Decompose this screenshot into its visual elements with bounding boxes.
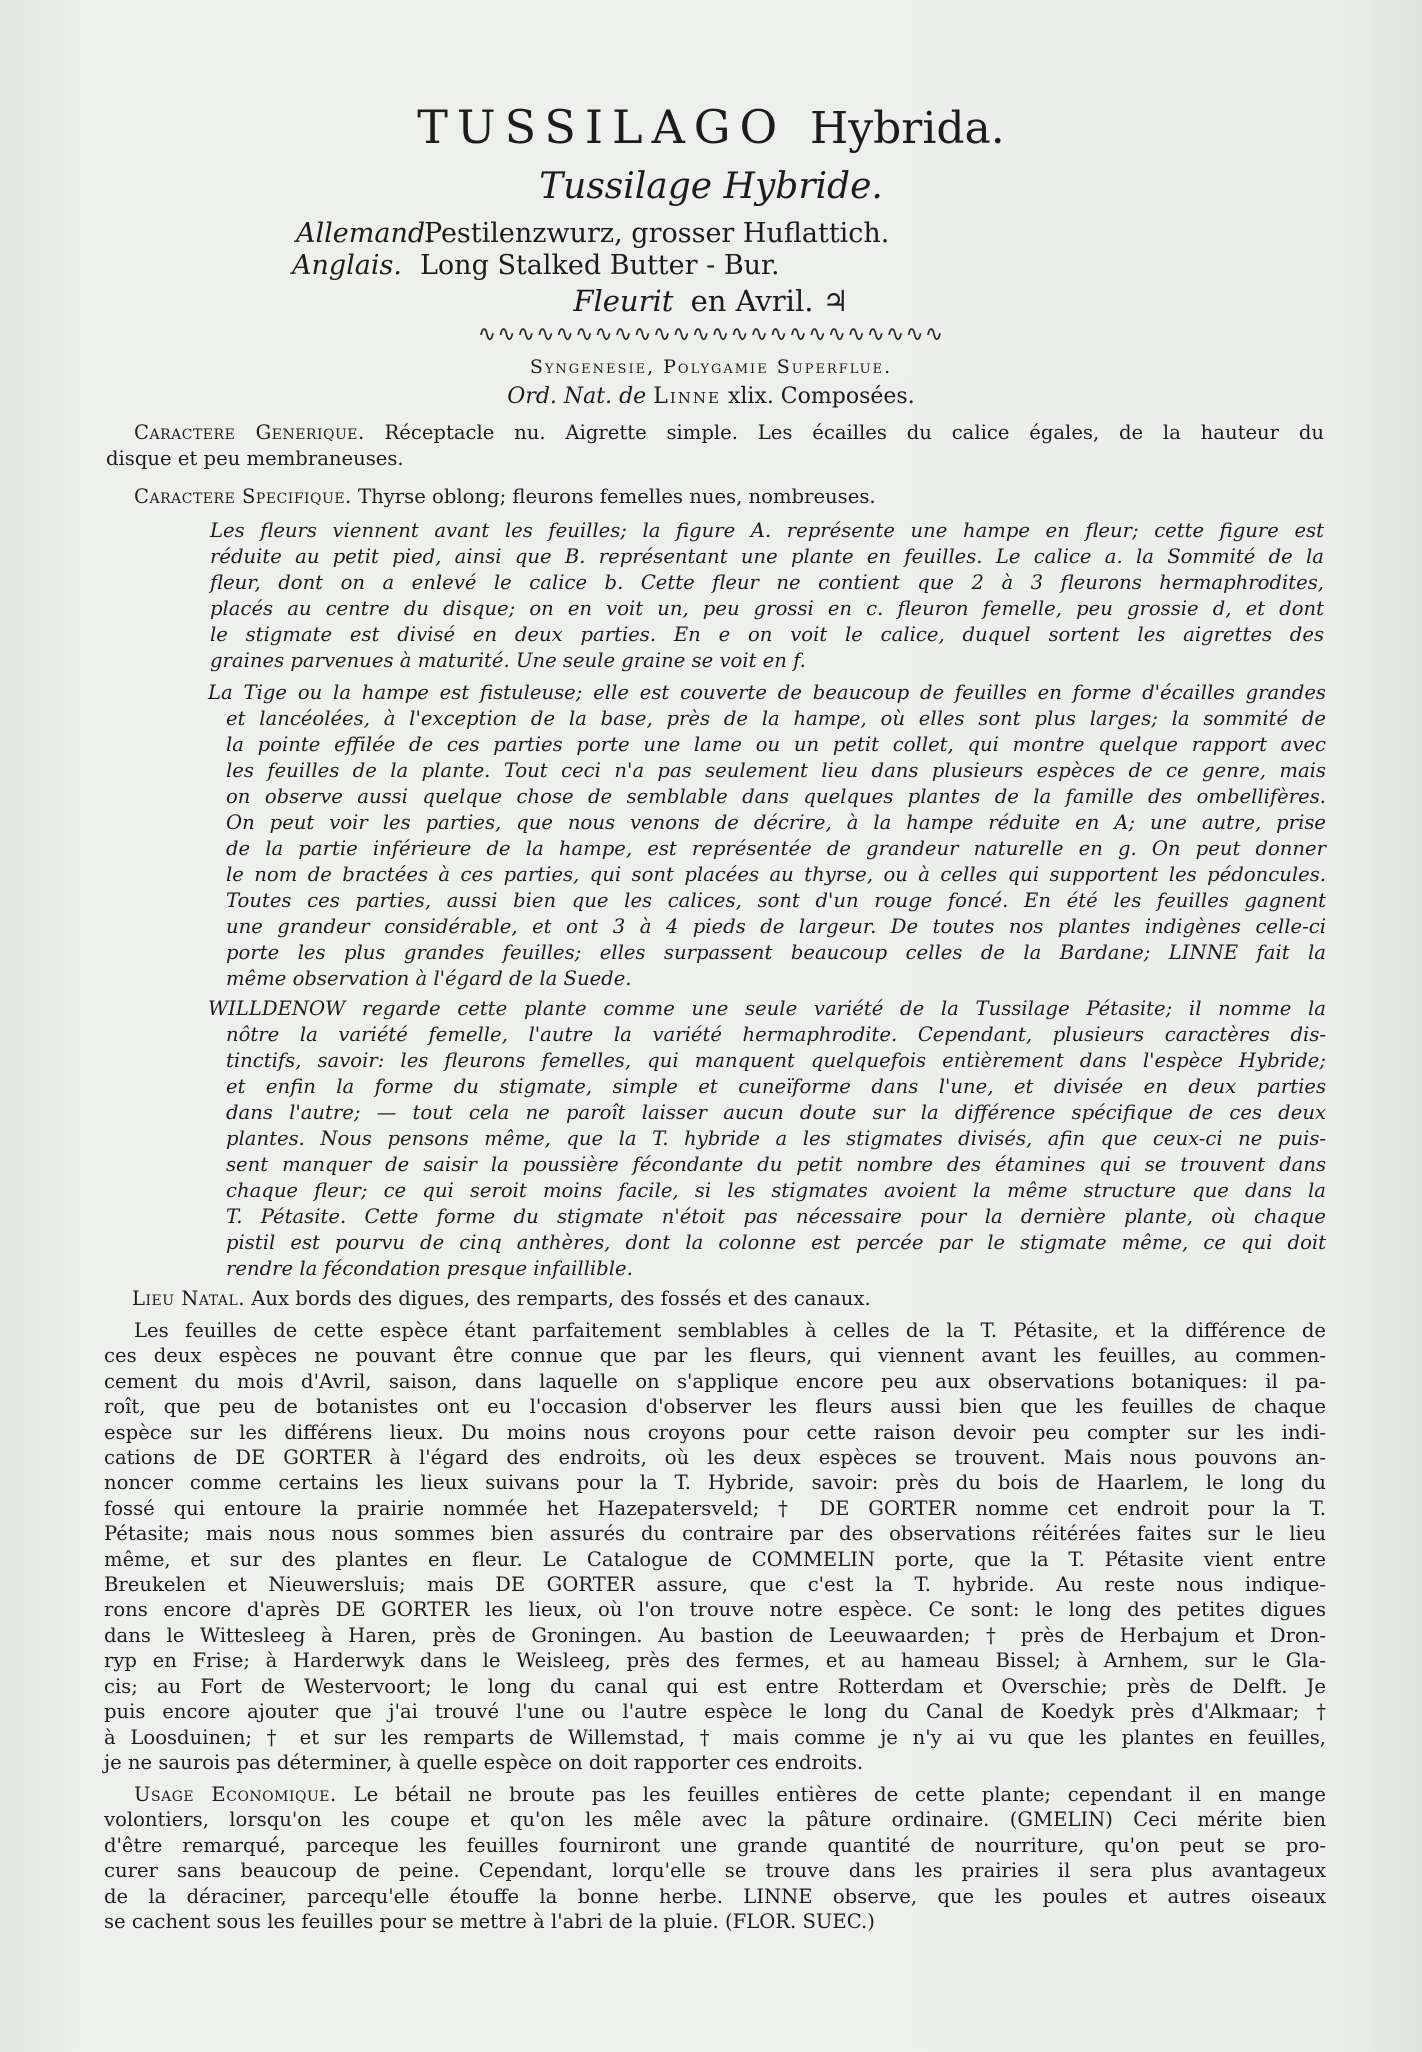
perennial-symbol: ♃ xyxy=(822,284,849,318)
english-label: Anglais. xyxy=(292,250,402,281)
ordre-author: Linne xyxy=(653,384,721,409)
page-title xyxy=(0,100,1422,154)
fleurit-value: en Avril. xyxy=(690,284,814,318)
habitat-discussion: Les feuilles de cette espèce étant parfaitement semblables à celles de la T. Pétasite, et la différence de ces deux espèces ne pouvant être connue que par les fleurs, qui viennent avant les feuilles, au commen- cement du mois d'Avril, saison, dans laquelle on s'applique encore peu aux observations botaniques: il pa- roît, que peu de botanistes ont eu l'occasion d'observer les fleurs aussi bien que les feuilles de chaque espèce sur les différens lieux. Du moins nous croyons pour cette raison devoir peu compter sur les indi- cations de DE GORTER à l'égard des endroits, où les deux espèces se trouvent. Mais nous pouvons an- noncer comme certains les lieux suivans pour la T. Hybride, savoir: près du bois de Haarlem, le long du fossé qui entoure la prairie nommée het Hazepatersveld; † DE GORTER nomme cet endroit pour la T. Pétasite; mais nous nous sommes bien assurés du contraire par des observations réitérées faites sur le lieu même, et sur des plantes en fleur. Le Catalogue de COMMELIN porte, que la T. Pétasite vient entre Breukelen et Nieuwersluis; mais DE GORTER assure, que c'est la T. hybride. Au reste nous indique- rons encore d'après DE GORTER les lieux, où l'on trouve notre espèce. Ce sont: le long des petites digues dans le Wittesleeg à Haren, près de Groningen. Au bastion de Leeuwaarden; † près de Herbajum et Dron- ryp en Frise; à Harderwyk dans le Weisleeg, près des fermes, et au hameau Bissel; à Arnhem, sur le Gla- cis; au Fort de Westervoort; le long du canal qui est entre Rotterdam et Overschie; près de Delft. Je puis encore ajouter que j'ai trouvé l'une ou l'autre espèce le long du Canal de Koedyk près d'Alkmaar; † à Loosduinen; † et sur les remparts de Willemstad, † mais comme je n'y ai vu que les plantes en feuilles, je ne saurois pas déterminer, à quelle espèce on doit rapporter ces endroits. xyxy=(104,1319,1326,1774)
natural-order xyxy=(0,384,1422,409)
usage-economique: Usage Economique. Le bétail ne broute pas les feuilles entières de cette plante; cependant il en mange volontiers, lorsqu'on les coupe et qu'on les mêle avec la pâture ordinaire. (GMELIN) Ceci mérite bien d'être remarqué, parceque les feuilles fourniront une grande quantité de nourriture, qu'on peut se pro- curer sans beaucoup de peine. Cependant, lorqu'elle se trouve dans les prairies il sera plus avantageux de la déraciner, parcequ'elle étouffe la bonne herbe. LINNE observe, que les poules et autres oiseaux se cachent sous les feuilles pour se mettre à l'abri de la pluie. (FLOR. SUEC.) xyxy=(104,1783,1326,1934)
caractere-specifique: Caractere Specifique. Thyrse oblong; fleurons femelles nues, nombreuses. xyxy=(134,485,876,508)
french-name: Tussilage Hybride. xyxy=(539,166,883,207)
german-name: Pestilenzwurz, grosser Huflattich. xyxy=(424,218,890,249)
caractere-specifique-label: Caractere Specifique. xyxy=(134,485,352,508)
species-name: Hybrida. xyxy=(809,103,1005,154)
description-stem: La Tige ou la hampe est fistuleuse; elle est couverte de beaucoup de feuilles en forme d'écailles grandes et lancéolées, à l'exception de la base, près de la hampe, où elles sont plus larges; la sommité de la pointe effilée de ces parties porte une lame ou un petit collet, qui montre quelque rapport avec les feuilles de la plante. Tout ceci n'a pas seulement lieu dans plusieurs espèces de ce genre, mais on observe aussi quelque chose de semblable dans quelques plantes de la famille des ombellifères. On peut voir les parties, que nous venons de décrire, à la hampe réduite en A; une autre, prise de la partie inférieure de la hampe, est représentée de grandeur naturelle en g. On peut donner le nom de bractées à ces parties, qui sont placées au thyrse, ou à celles qui supportent les pédoncules. Toutes ces parties, aussi bien que les calices, sont d'un rouge foncé. En été les feuilles gagnent une grandeur considérable, et ont 3 à 4 pieds de largeur. De toutes nos plantes indigènes celle-ci porte les plus grandes feuilles; elles surpassent beaucoup celles de la Bardane; LINNE fait la même observation à l'égard de la Suede. xyxy=(208,681,1326,990)
description-flowers: Les fleurs viennent avant les feuilles; la figure A. représente une hampe en fleur; cette figure est réduite au petit pied, ainsi que B. représentant une plante en feuilles. Le calice a. la Sommité de la fleur, dont on a enlevé le calice b. Cette fleur ne contient que 2 à 3 fleurons hermaphrodites, placés au centre du disque; on en voit un, peu grossi en c. fleuron femelle, peu grossie d, et dont le stigmate est divisé en deux parties. En e on voit le calice, duquel sortent les aigrettes des graines parvenues à maturité. Une seule graine se voit en f. xyxy=(210,519,1324,672)
german-name-line xyxy=(296,218,889,249)
english-name: Long Stalked Butter - Bur. xyxy=(420,250,780,281)
caractere-generique: Caractere Generique. Réceptacle nu. Aigrette simple. Les écailles du calice égales, de la hauteur du disque et peu membraneuses. xyxy=(106,421,1324,470)
flowering-line xyxy=(0,284,1422,318)
willdenow-note: WILLDENOW regarde cette plante comme une seule variété de la Tussilage Pétasite; il nomme la nôtre la variété femelle, l'autre la variété hermaphrodite. Cependant, plusieurs caractères dis- tinctifs, savoir: les fleurons femelles, qui manquent quelquefois entièrement dans l'espèce Hybride; et enfin la forme du stigmate, simple et cuneïforme dans l'une, et divisée en deux parties dans l'autre; — tout cela ne paroît laisser aucun doute sur la différence spécifique de ces deux plantes. Nous pensons même, que la T. hybride a les stigmates divisés, afin que ceux-ci ne puis- sent manquer de saisir la poussière fécondante du petit nombre des étamines qui se trouvent dans chaque fleur; ce qui seroit moins facile, si les stigmates avoient la même structure que dans la T. Pétasite. Cette forme du stigmate n'étoit pas nécessaire pour la dernière plante, où chaque pistil est pourvu de cinq anthères, dont la colonne est percée par le stigmate même, ce qui doit rendre la fécondation presque infaillible. xyxy=(208,997,1326,1280)
genus-name: TUSSILAGO xyxy=(417,100,787,154)
caractere-generique-label: Caractere Generique. xyxy=(134,421,365,444)
german-label: Allemand. xyxy=(296,218,434,249)
ornament-divider: ∿∿∿∿∿∿∿∿∿∿∿∿∿∿∿∿∿∿∿∿∿∿∿∿ xyxy=(477,322,945,347)
ordre-prefix: Ord. Nat. de xyxy=(507,384,647,409)
english-name-line xyxy=(292,250,780,281)
fleurit-label: Fleurit xyxy=(573,284,674,318)
ordre-suffix: xlix. Composées. xyxy=(727,384,915,409)
linnaean-class: Syngenesie, Polygamie Superflue. xyxy=(529,356,893,378)
lieu-natal: Lieu Natal. Aux bords des digues, des remparts, des fossés et des canaux. xyxy=(132,1287,871,1310)
usage-label: Usage Economique. xyxy=(134,1783,337,1806)
lieu-natal-label: Lieu Natal. xyxy=(132,1287,245,1310)
